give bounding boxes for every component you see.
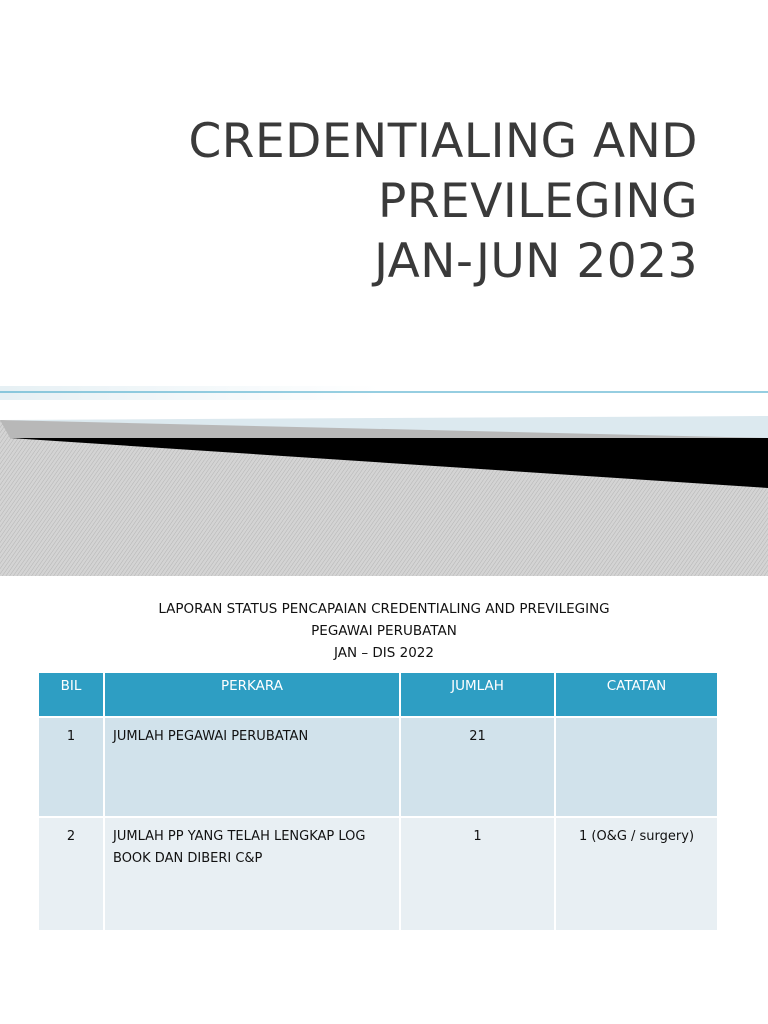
cell-perkara: JUMLAH PEGAWAI PERUBATAN [104,717,400,817]
cell-perkara: JUMLAH PP YANG TELAH LENGKAP LOG BOOK DAN DIBERI C&P [104,817,400,931]
cell-bil: 1 [39,717,104,817]
table-header-row [39,673,717,717]
table-row [39,817,717,931]
cell-bil: 2 [39,817,104,931]
column-header-bil: BIL [39,673,104,717]
decorative-band [0,380,768,576]
report-heading-line-2: PEGAWAI PERUBATAN [311,623,457,639]
report-heading [0,598,768,664]
column-header-perkara: PERKARA [104,673,400,717]
cell-catatan: 1 (O&G / surgery) [555,817,717,931]
report-heading-line-3: JAN – DIS 2022 [333,645,434,661]
report-table [39,673,717,932]
slide-title-line-2: PREVILEGING [378,174,698,229]
column-header-catatan: CATATAN [555,673,717,717]
cell-catatan [555,717,717,817]
slide-title-line-3: JAN-JUN 2023 [374,234,698,289]
column-header-jumlah: JUMLAH [400,673,555,717]
slide-title [188,112,698,292]
report-page [0,576,768,1024]
report-heading-line-1: LAPORAN STATUS PENCAPAIAN CREDENTIALING AND PREVILEGING [158,601,610,617]
cell-jumlah: 21 [400,717,555,817]
table-row [39,717,717,817]
slide-title-line-1: CREDENTIALING AND [188,114,698,169]
band-fade [0,386,380,400]
cell-jumlah: 1 [400,817,555,931]
